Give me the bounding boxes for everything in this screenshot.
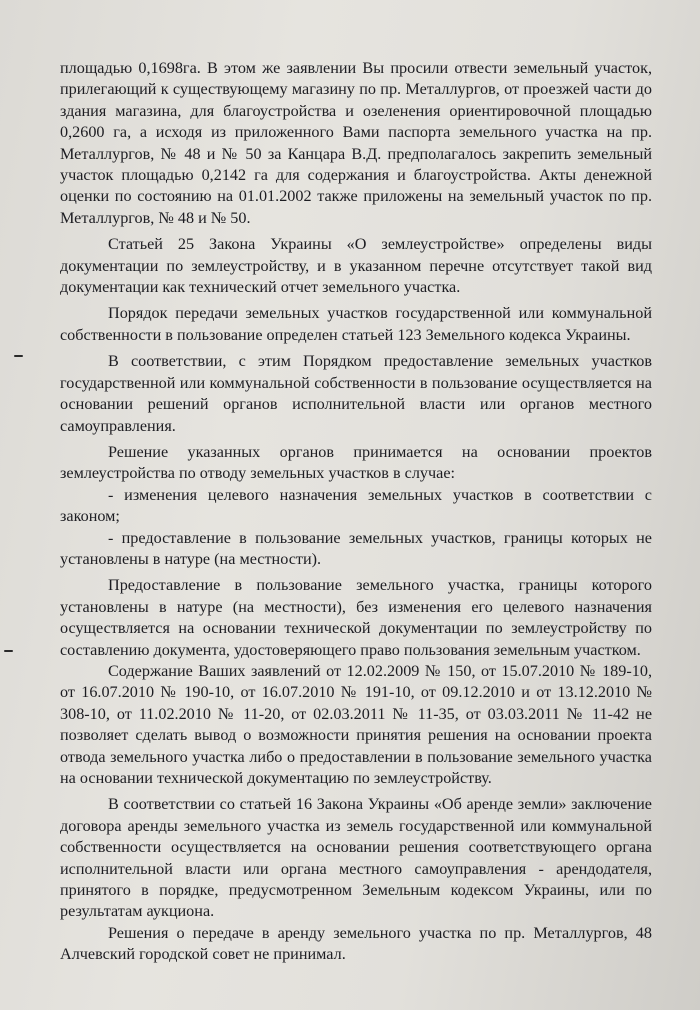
paragraph-decision-cases: Решение указанных органов принимается на основании проектов землеустройства по отводу земельных участков в случае: (60, 442, 652, 483)
list-item-boundaries-not-set: - предоставление в пользование земельных участков, границы которых не установлены в натуре (на местности). (60, 528, 652, 568)
paragraph-provision-basis: В соответствии, с этим Порядком предоставление земельных участков государственной или коммунальной собственности в пользование осуществляется на основании решений органов исполнительной власти или органов местного самоуправления. (60, 352, 652, 435)
paragraph-conclusion: Решения о передаче в аренду земельного участка по пр. Металлургов, 48 Алчевский городской совет не принимал. (60, 923, 652, 964)
paragraph-continuation: площадью 0,1698га. В этом же заявлении Вы просили отвести земельный участок, прилегающий к существующему магазину по пр. Металлургов, от проезжей части до здания магазина, для благоустройства и озеленения ориентировочной площадью 0,2600 га, а исходя из приложенного Вами паспорта земельного участка на пр. Металлургов, № 48 и № 50 за Канцара В.Д. предполагалось закрепить земельный участок площадью 0,2142 га для содержания и благоустройства. Акты денежной оценки по состоянию на 01.01.2002 также приложены на земельный участок по пр. Металлургов, № 48 и № 50. (60, 59, 652, 227)
paragraph-technical-documentation: Предоставление в пользование земельного участка, границы которого установлены в натуре (на местности), без изменения его целевого назначения осуществляется на основании технической документации по землеустройству по составлению документа, удостоверяющего право пользования земельным участком. (60, 576, 652, 659)
paragraph-law-land-management: Статьей 25 Закона Украины «О землеустройстве» определены виды документации по землеустройству, и в указанном перечне отсутствует такой вид документации как технический отчет земельного участка. (60, 235, 652, 297)
list-item-purpose-change: - изменения целевого назначения земельных участков в соответствии с законом; (60, 485, 652, 526)
paragraph-lease-law: В соответствии со статьей 16 Закона Украины «Об аренде земли» заключение договора аренды земельного участка из земель государственной или коммунальной собственности осуществляется на основании решения соответствующего органа исполнительной власти или органа местного самоуправления - арендодателя, принятого в порядке, предусмотренном Земельным кодексом Украины, или по результатам аукциона. (60, 795, 652, 921)
paragraph-applications: Содержание Ваших заявлений от 12.02.2009 № 150, от 15.07.2010 № 189-10, от 16.07.2010 № 190-10, от 16.07.2010 № 191-10, от 09.12.2010 и от 13.12.2010 № 308-10, от 11.02.2010 № 11-20, от 02.03.2011 № 11-35, от 03.03.2011 № 11-42 не позволяет сделать вывод о возможности принятия решения на основании проекта отвода земельного участка либо о предоставлении в пользование земельного участка на основании технической документацию по землеустройству. (60, 661, 652, 787)
paragraph-transfer-procedure: Порядок передачи земельных участков государственной или коммунальной собственности в пользование определен статьей 123 Земельного кодекса Украины. (60, 304, 652, 344)
margin-mark (14, 355, 23, 357)
letter-body (60, 58, 652, 966)
margin-mark (4, 650, 13, 652)
